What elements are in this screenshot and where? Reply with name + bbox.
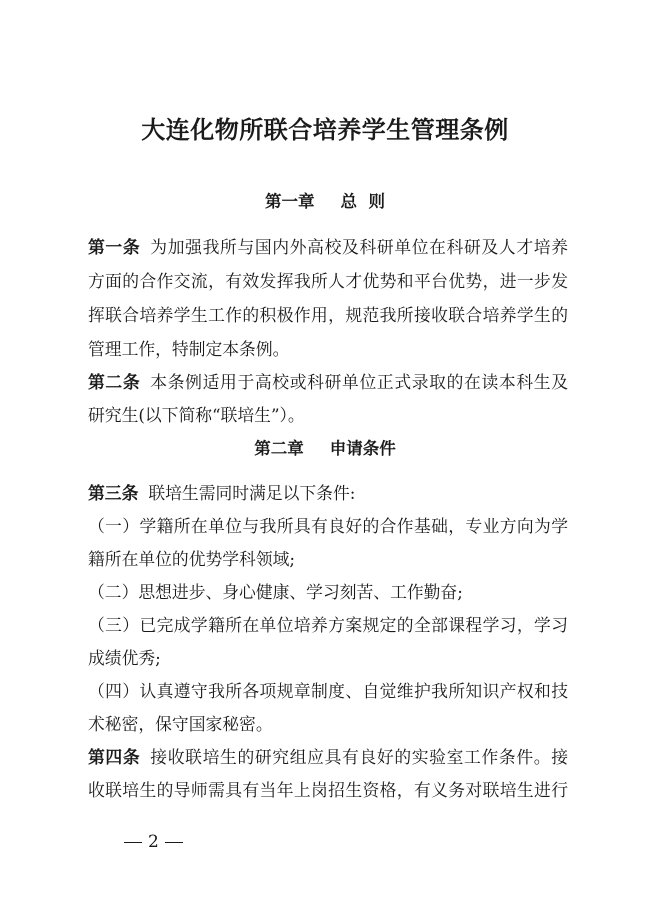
chapter-1-name: 总 则 [340, 192, 385, 211]
article-4-label: 第四条 [88, 747, 141, 767]
article-1-line-2: 方面的合作交流，有效发挥我所人才优势和平台优势，进一步发 [88, 271, 568, 291]
article-3-item-4-line-1: （四）认真遵守我所各项规章制度、自觉维护我所知识产权和技 [88, 681, 568, 701]
page-number-dash-right [165, 842, 183, 843]
article-4-line-2: 收联培生的导师需具有当年上岗招生资格，有义务对联培生进行 [88, 780, 568, 800]
page-number-dash-left [124, 842, 142, 843]
chapter-2-label: 第二章 [254, 439, 304, 458]
article-3-text: 联培生需同时满足以下条件: [148, 483, 356, 503]
article-4-line-1 [88, 746, 568, 768]
page-number-value: 2 [148, 832, 159, 852]
article-1-text: 为加强我所与国内外高校及科研单位在科研及人才培养 [150, 237, 568, 257]
article-1-line-3: 挥联合培养学生工作的积极作用，规范我所接收联合培养学生的 [88, 305, 568, 325]
article-1-label: 第一条 [88, 237, 141, 257]
article-1-line-1 [88, 236, 568, 258]
article-4-text: 接收联培生的研究组应具有良好的实验室工作条件。接 [150, 747, 568, 767]
article-3-item-3-line-2: 成绩优秀; [88, 648, 161, 668]
article-3-line-1 [88, 482, 568, 504]
chapter-2-name: 申请条件 [329, 439, 396, 458]
document-title: 大连化物所联合培养学生管理条例 [141, 115, 509, 144]
article-2-line-1 [88, 371, 568, 393]
article-2-label: 第二条 [88, 372, 141, 392]
article-3-item-2: （二）思想进步、身心健康、学习刻苦、工作勤奋; [88, 582, 463, 602]
article-3-item-1-line-2: 籍所在单位的优势学科领域; [88, 549, 296, 569]
article-3-label: 第三条 [88, 483, 139, 503]
article-2-text: 本条例适用于高校或科研单位正式录取的在读本科生及 [150, 372, 568, 392]
chapter-1-heading [0, 188, 650, 212]
chapter-1-label: 第一章 [265, 192, 315, 211]
article-3-item-1-line-1: （一）学籍所在单位与我所具有良好的合作基础，专业方向为学 [88, 516, 568, 536]
article-2-line-2: 研究生(以下简称“联培生”）。 [88, 405, 305, 425]
page-number [118, 832, 189, 852]
article-1-line-4: 管理工作，特制定本条例。 [88, 339, 290, 359]
article-3-item-3-line-1: （三）已完成学籍所在单位培养方案规定的全部课程学习，学习 [88, 615, 568, 635]
chapter-2-heading [0, 435, 650, 459]
article-3-item-4-line-2: 术秘密，保守国家秘密。 [88, 714, 273, 734]
